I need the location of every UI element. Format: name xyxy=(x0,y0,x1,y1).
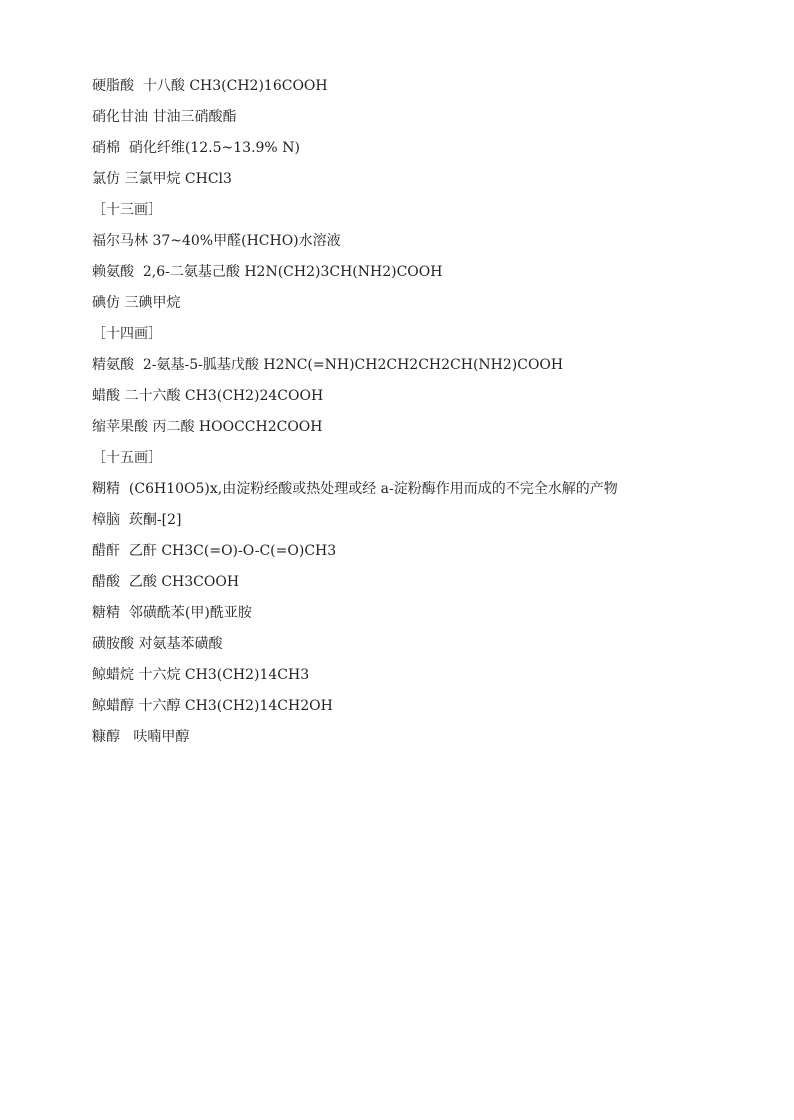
entry-line: 樟脑 莰酮-[2] xyxy=(92,512,182,528)
entry-line: 福尔马林 37~40%甲醛(HCHO)水溶液 xyxy=(92,233,341,249)
entry-line: 醋酐 乙酐 CH3C(=O)-O-C(=O)CH3 xyxy=(92,543,337,559)
entry-line: 硝化甘油 甘油三硝酸酯 xyxy=(92,109,237,125)
entry-list xyxy=(92,74,732,756)
entry-line: 碘仿 三碘甲烷 xyxy=(92,295,181,311)
entry-line: 硬脂酸 十八酸 CH3(CH2)16COOH xyxy=(92,78,328,94)
entry-line: 糊精 (C6H10O5)x,由淀粉经酸或热处理或经 a-淀粉酶作用而成的不完全水解的产物 xyxy=(92,481,618,497)
section-heading: ［十三画］ xyxy=(92,202,162,218)
entry-line: 硝棉 硝化纤维(12.5~13.9% N) xyxy=(92,140,300,156)
entry-line: 磺胺酸 对氨基苯磺酸 xyxy=(92,636,223,652)
entry-line: 鲸蜡烷 十六烷 CH3(CH2)14CH3 xyxy=(92,667,310,683)
entry-line: 糖精 邻磺酰苯(甲)酰亚胺 xyxy=(92,605,252,621)
section-heading: ［十五画］ xyxy=(92,450,162,466)
entry-line: 精氨酸 2-氨基-5-胍基戊酸 H2NC(=NH)CH2CH2CH2CH(NH2)COOH xyxy=(92,357,564,373)
entry-line: 鲸蜡醇 十六醇 CH3(CH2)14CH2OH xyxy=(92,698,333,714)
entry-line: 缩苹果酸 丙二酸 HOOCCH2COOH xyxy=(92,419,323,435)
entry-line: 糠醇 呋喃甲醇 xyxy=(92,729,190,745)
entry-line: 赖氨酸 2,6-二氨基己酸 H2N(CH2)3CH(NH2)COOH xyxy=(92,264,443,280)
section-heading: ［十四画］ xyxy=(92,326,162,342)
entry-line: 醋酸 乙酸 CH3COOH xyxy=(92,574,240,590)
entry-line: 氯仿 三氯甲烷 CHCl3 xyxy=(92,171,232,187)
entry-line: 蜡酸 二十六酸 CH3(CH2)24COOH xyxy=(92,388,324,404)
